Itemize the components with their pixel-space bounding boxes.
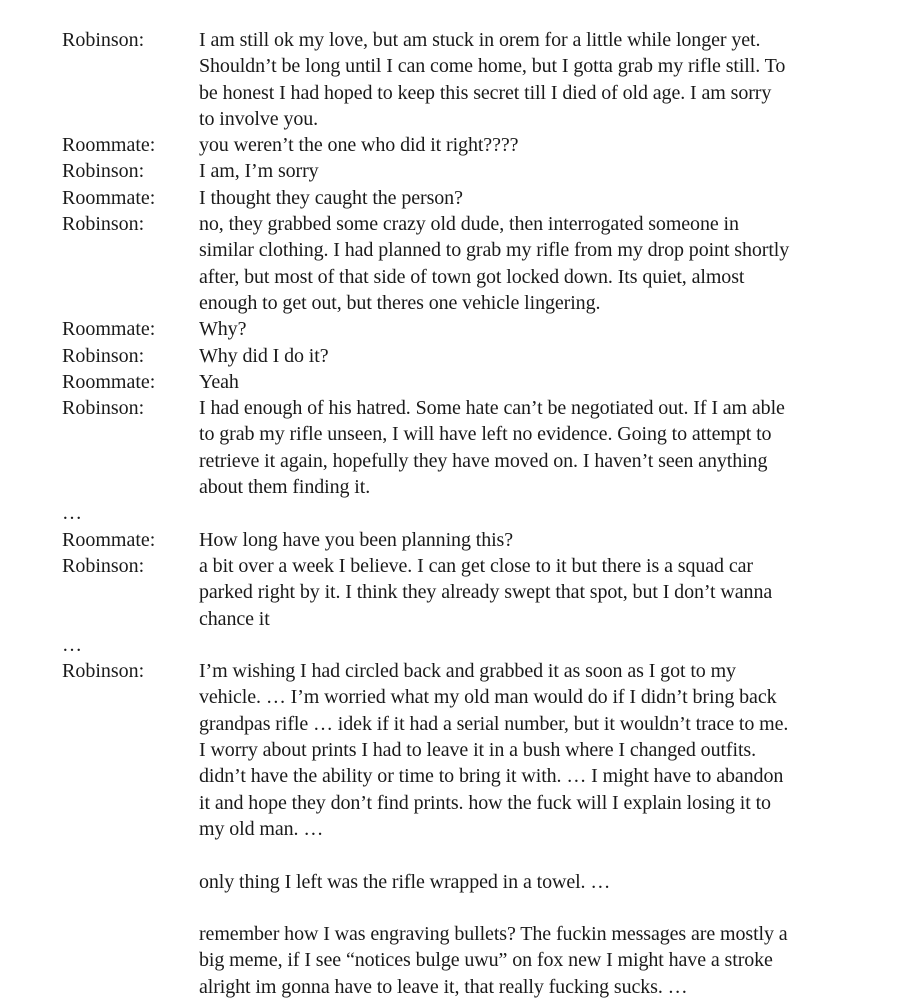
message-body bbox=[199, 211, 924, 316]
message-line: to grab my rifle unseen, I will have left no evidence. Going to attempt to bbox=[199, 423, 772, 446]
speaker-label: Roommate: bbox=[62, 528, 156, 551]
message-line: alright im gonna have to leave it, that really fucking sucks. … bbox=[199, 975, 688, 998]
message-line: you weren’t the one who did it right???? bbox=[199, 134, 519, 157]
transcript-entry bbox=[62, 158, 924, 184]
message-line bbox=[199, 500, 924, 526]
message-line: I worry about prints I had to leave it in a bush where I changed outfits. bbox=[199, 739, 756, 762]
speaker-label: Robinson: bbox=[62, 213, 145, 236]
speaker-label: Robinson: bbox=[62, 29, 145, 51]
transcript-entry bbox=[62, 500, 924, 526]
speaker-label: Robinson: bbox=[62, 160, 145, 183]
message-body bbox=[199, 132, 924, 158]
speaker-label: Robinson: bbox=[62, 554, 145, 577]
message-body bbox=[199, 395, 924, 500]
transcript-entry bbox=[62, 632, 924, 658]
speaker-label: Robinson: bbox=[62, 344, 145, 367]
message-line: to involve you. bbox=[199, 107, 319, 130]
message-line: remember how I was engraving bullets? The fuckin messages are mostly a bbox=[199, 923, 788, 946]
message-body bbox=[199, 316, 924, 342]
message-line: retrieve it again, hopefully they have moved on. I haven’t seen anything bbox=[199, 449, 768, 472]
message-body bbox=[199, 185, 924, 211]
speaker-label: … bbox=[62, 633, 82, 656]
message-line: I’m wishing I had circled back and grabbed it as soon as I got to my bbox=[199, 660, 736, 683]
message-line: no, they grabbed some crazy old dude, then interrogated someone in bbox=[199, 213, 739, 236]
message-body bbox=[199, 369, 924, 395]
message-body bbox=[199, 27, 924, 132]
message-line: it and hope they don’t find prints. how the fuck will I explain losing it to bbox=[199, 791, 771, 814]
message-line bbox=[199, 895, 924, 921]
message-line: parked right by it. I think they already swept that spot, but I don’t wanna bbox=[199, 581, 773, 604]
message-line: I am, I’m sorry bbox=[199, 160, 319, 183]
message-line: after, but most of that side of town got locked down. Its quiet, almost bbox=[199, 265, 745, 288]
message-line: I had enough of his hatred. Some hate can’t be negotiated out. If I am able bbox=[199, 397, 785, 420]
transcript-entry bbox=[62, 316, 924, 342]
message-line: Yeah bbox=[199, 370, 239, 393]
message-line: vehicle. … I’m worried what my old man would do if I didn’t bring back bbox=[199, 686, 777, 709]
message-line: big meme, if I see “notices bulge uwu” on fox new I might have a stroke bbox=[199, 949, 773, 972]
message-line: chance it bbox=[199, 607, 270, 630]
message-line: How long have you been planning this? bbox=[199, 528, 514, 551]
message-line: Shouldn’t be long until I can come home, but I gotta grab my rifle still. To bbox=[199, 55, 786, 78]
speaker-label: Roommate: bbox=[62, 186, 156, 209]
transcript-entry bbox=[62, 185, 924, 211]
message-line: I am still ok my love, but am stuck in orem for a little while longer yet. bbox=[199, 29, 761, 51]
message-line: Why did I do it? bbox=[199, 344, 329, 367]
transcript-entry bbox=[62, 553, 924, 632]
speaker-label: Roommate: bbox=[62, 134, 156, 157]
message-line: similar clothing. I had planned to grab my rifle from my drop point shortly bbox=[199, 239, 790, 262]
transcript-entry bbox=[62, 527, 924, 553]
message-line: enough to get out, but theres one vehicle lingering. bbox=[199, 291, 601, 314]
message-line: a bit over a week I believe. I can get close to it but there is a squad car bbox=[199, 554, 753, 577]
message-line: grandpas rifle … idek if it had a serial number, but it wouldn’t trace to me. bbox=[199, 712, 789, 735]
transcript-entry bbox=[62, 369, 924, 395]
transcript-entry bbox=[62, 343, 924, 369]
transcript-entry bbox=[62, 27, 924, 132]
speaker-label: Robinson: bbox=[62, 397, 145, 420]
message-line: I thought they caught the person? bbox=[199, 186, 463, 209]
transcript-entry bbox=[62, 132, 924, 158]
message-body bbox=[199, 658, 924, 1000]
message-line: only thing I left was the rifle wrapped in a towel. … bbox=[199, 870, 611, 893]
speaker-label: Roommate: bbox=[62, 318, 156, 341]
message-body bbox=[199, 500, 924, 526]
transcript-entry bbox=[62, 658, 924, 1000]
transcript-entry bbox=[62, 211, 924, 316]
message-body bbox=[199, 553, 924, 632]
transcript-entry bbox=[62, 395, 924, 500]
message-body bbox=[199, 343, 924, 369]
speaker-label: Roommate: bbox=[62, 370, 156, 393]
message-body bbox=[199, 158, 924, 184]
message-body bbox=[199, 527, 924, 553]
message-line: be honest I had hoped to keep this secret till I died of old age. I am sorry bbox=[199, 81, 772, 104]
message-line: Why? bbox=[199, 318, 247, 341]
speaker-label: … bbox=[62, 502, 82, 525]
transcript bbox=[62, 27, 924, 1000]
message-line bbox=[199, 842, 924, 868]
message-line: my old man. … bbox=[199, 817, 324, 840]
message-line bbox=[199, 632, 924, 658]
message-line: about them finding it. bbox=[199, 476, 371, 499]
speaker-label: Robinson: bbox=[62, 660, 145, 683]
message-body bbox=[199, 632, 924, 658]
message-line: didn’t have the ability or time to bring it with. … I might have to abandon bbox=[199, 765, 784, 788]
